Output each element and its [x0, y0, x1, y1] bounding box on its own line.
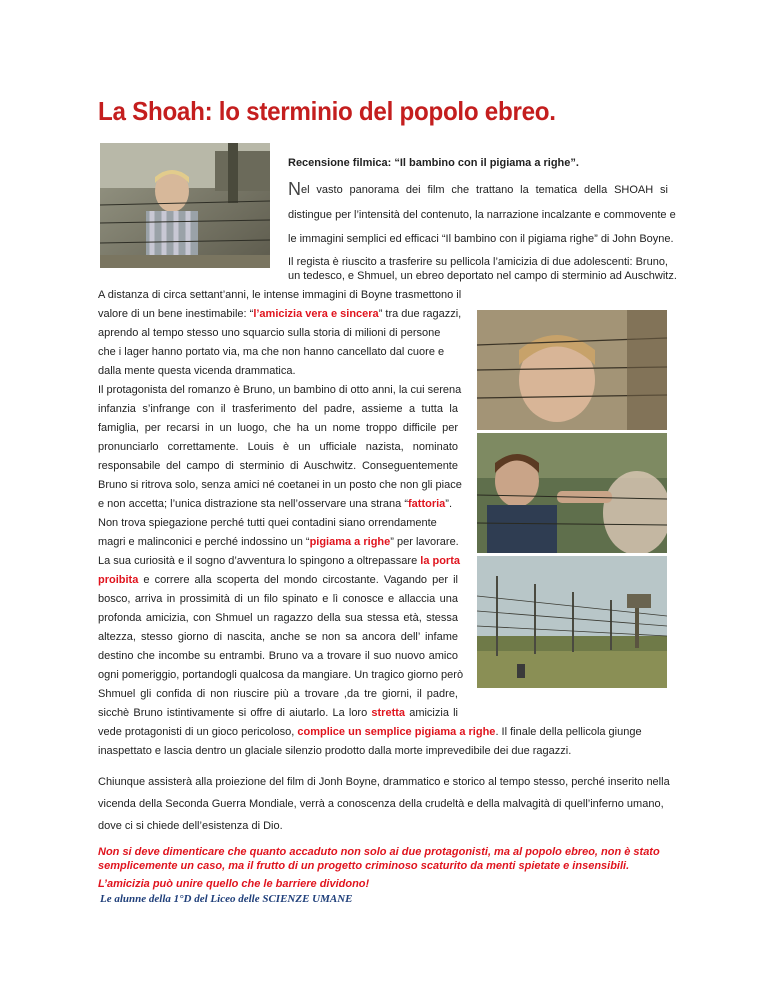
film-still-right-3	[477, 556, 667, 688]
closing-statement: semplicemente un caso, ma il frutto di un progetto criminoso scaturito da menti spietate e insensibili.	[98, 860, 630, 872]
body-line: destino che incombe su entrambi. Bruno va a trovare il suo nuovo amico	[98, 650, 458, 662]
body-line: e non accetta; l’unica distrazione sta nell’osservare una strana “fattoria”.	[98, 498, 453, 510]
film-still-right-2	[477, 433, 667, 553]
closing-statement: Non si deve dimenticare che quanto accaduto non solo ai due protagonisti, ma al popolo ebreo, non è stato	[98, 846, 660, 858]
body-line: Non trova spiegazione perché tutti quei contadini siano orrendamente	[98, 517, 437, 529]
body-line: infanzia s’infrange con il trasferimento del padre, assieme a tutta la	[98, 403, 458, 415]
highlight: pigiama a righe	[309, 536, 391, 548]
body-line: La sua curiosità e il sogno d’avventura lo spingono a oltrepassare la porta	[98, 555, 460, 567]
body-line: famiglia, per recarsi in un luogo, che ha un nome troppo difficile per	[98, 422, 458, 434]
body-line: dove ci si chiede dell’esistenza di Dio.	[98, 820, 283, 832]
body-line: Chiunque assisterà alla proiezione del film di Jonh Boyne, drammatico e storico al tempo stesso, perché inserito nella	[98, 776, 670, 788]
highlight: stretta	[371, 707, 406, 719]
body-line: vede protagonisti di un gioco pericoloso, complice un semplice pigiama a righe. Il finale della pellicola giunge	[98, 726, 642, 738]
body-line: Il regista è riuscito a trasferire su pellicola l’amicizia di due adolescenti: Bruno,	[288, 256, 668, 268]
body-line: dalla mente questa vicenda drammatica.	[98, 365, 296, 377]
photo-boy-closeup	[477, 310, 667, 430]
body-line: aprendo al tempo stesso uno squarcio sulla storia di milioni di persone	[98, 327, 441, 339]
body-line: bosco, arriva in prossimità di un filo spinato e lì conosce e allaccia una	[98, 593, 458, 605]
body-line: inaspettato e lascia dentro un glaciale silenzio prodotto dalla morte imprevedibile dei due ragazzi.	[98, 745, 572, 757]
film-still-top	[100, 143, 270, 268]
body-line: A distanza di circa settant’anni, le intense immagini di Boyne trasmettono il	[98, 289, 462, 301]
page-title: La Shoah: lo sterminio del popolo ebreo.	[98, 96, 556, 126]
photo-boy-fence	[100, 143, 270, 268]
photo-hands-fence	[477, 433, 667, 553]
body-line: Bruno si ritrova solo, senza amici né coetanei in un posto che non gli piace	[98, 479, 462, 491]
body-line: magri e malinconici e perché indossino un “pigiama a righe” per lavorare.	[98, 536, 459, 548]
body-line: che i lager hanno portato via, ma che non hanno cancellato dal cuore e	[98, 346, 445, 358]
body-line: profonda amicizia, con Shmuel un ragazzo della sua stessa età, stessa	[98, 612, 458, 624]
closing-motto: L’amicizia può unire quello che le barriere dividono!	[98, 878, 370, 890]
highlight: fattoria	[408, 498, 446, 510]
review-subtitle: Recensione filmica: “Il bambino con il pigiama a righe”.	[288, 157, 579, 169]
drop-cap: N	[288, 179, 301, 199]
body-line: valore di un bene inestimabile: “l’amicizia vera e sincera” tra due ragazzi,	[98, 308, 462, 320]
body-line: Shmuel gli confida di non riuscire più a trovare ,da tre giorni, il padre,	[98, 688, 458, 700]
highlight: la porta	[420, 555, 460, 567]
body-line: un tedesco, e Shmuel, un ebreo deportato nel campo di sterminio ad Auschwitz.	[288, 270, 677, 282]
body-line: altezza, stesso giorno di nascita, anche se non sa ancora dell’ infame	[98, 631, 458, 643]
highlight: l’amicizia vera e sincera	[253, 308, 379, 320]
body-line: le immagini semplici ed efficaci “Il bambino con il pigiama righe” di John Boyne.	[288, 233, 674, 245]
body-line: vicenda della Seconda Guerra Mondiale, verrà a conoscenza della crudeltà e della malvagità di quell’inferno umano,	[98, 798, 664, 810]
body-line: proibita e correre alla scoperta del mondo circostante. Vagando per il	[98, 574, 458, 586]
body-line: distingue per l’intensità del contenuto, la narrazione incalzante e commovente e	[288, 209, 676, 221]
body-line: Nel vasto panorama dei film che trattano la tematica della SHOAH si	[288, 179, 668, 199]
highlight: complice un semplice pigiama a righe	[297, 726, 496, 738]
body-line: pronunciarlo correttamente. Louis è un ufficiale nazista, nominato	[98, 441, 458, 453]
body-line: ogni pomeriggio, portandogli qualcosa da mangiare. Un tragico giorno però	[98, 669, 464, 681]
film-still-right-1	[477, 310, 667, 430]
body-line: responsabile del campo di sterminio di Auschwitz. Conseguentemente	[98, 460, 458, 472]
photo-camp-fence	[477, 556, 667, 688]
signature: Le alunne della 1°D del Liceo delle SCIENZE UMANE	[100, 893, 353, 905]
body-line: sicchè Bruno istintivamente si offre di aiutarlo. La loro stretta amicizia li	[98, 707, 458, 719]
highlight: proibita	[98, 574, 139, 586]
body-line: Il protagonista del romanzo è Bruno, un bambino di otto anni, la cui serena	[98, 384, 462, 396]
